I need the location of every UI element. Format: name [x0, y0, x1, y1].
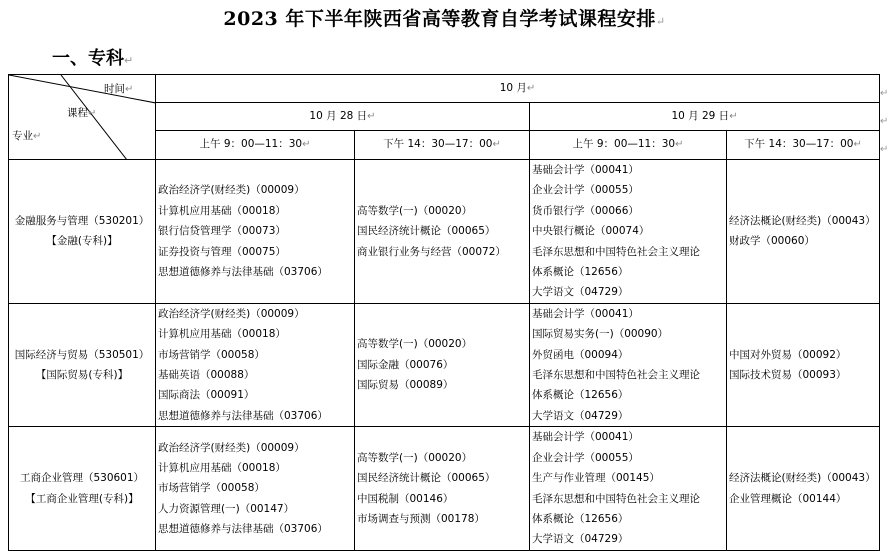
paragraph-mark-icon: ↵	[880, 116, 889, 127]
course-item: 基础会计学（00041）	[532, 164, 639, 176]
course-cell-d1-am	[156, 303, 355, 426]
course-item: 大学语文（04729）	[532, 286, 629, 299]
course-item: 企业会计学（00055）	[532, 451, 639, 464]
paragraph-mark-icon: ↵	[880, 144, 889, 155]
major-name: 金融服务与管理（530201）	[14, 214, 150, 227]
course-item: 财政学（00060）	[729, 235, 815, 248]
course-cell-d1-pm	[355, 303, 530, 426]
course-item: 人力资源管理(一)（00147）	[158, 502, 295, 515]
course-item: 银行信贷管理学（00073）	[158, 225, 286, 238]
course-cell-d1-am	[156, 160, 355, 304]
course-item: 高等数学(一)（00020）	[357, 204, 473, 217]
paragraph-mark-icon: ↵	[880, 88, 889, 99]
table-row	[9, 303, 880, 426]
major-name: 工商企业管理（530601）	[19, 472, 145, 485]
diag-course-label: 课程↵	[67, 107, 97, 119]
schedule-rows	[9, 160, 880, 551]
day2-am-header: 上午 9：00—11：30↵	[530, 131, 727, 160]
table-row	[9, 160, 880, 304]
course-cell-d1-pm	[355, 160, 530, 304]
course-item: 中国对外贸易（00092）	[729, 348, 847, 361]
course-item: 毛泽东思想和中国特色社会主义理论	[532, 368, 700, 381]
course-item: 生产与作业管理（00145）	[532, 472, 660, 485]
course-item: 经济法概论(财经类)（00043）	[729, 472, 876, 485]
course-item: 高等数学(一)（00020）	[357, 451, 473, 464]
course-item: 国际金融（00076）	[357, 358, 454, 371]
course-item: 中国税制（00146）	[357, 492, 454, 505]
day1-am-header: 上午 9：00—11：30↵	[156, 131, 355, 160]
schedule-table	[8, 74, 880, 551]
course-item: 政治经济学(财经类)（00009）	[158, 307, 305, 320]
course-item: 体系概论（12656）	[532, 389, 629, 402]
major-name: 国际经济与贸易（530501）	[14, 348, 150, 361]
course-item: 国际贸易实务(一)（00090）	[532, 328, 669, 341]
course-item: 体系概论（12656）	[532, 512, 629, 525]
course-item: 计算机应用基础（00018）	[158, 328, 286, 341]
page-title-text: 2023 年下半年陕西省高等教育自学考试课程安排	[223, 8, 656, 30]
course-item: 货币银行学（00066）	[532, 204, 639, 217]
course-item: 思想道德修养与法律基础（03706）	[158, 409, 328, 422]
course-item: 毛泽东思想和中国特色社会主义理论	[532, 245, 700, 258]
course-item: 外贸函电（00094）	[532, 348, 629, 361]
diag-major-label: 专业↵	[12, 130, 42, 142]
course-item: 计算机应用基础（00018）	[158, 461, 286, 474]
course-cell-d2-am	[530, 303, 727, 426]
course-cell-d2-pm	[727, 160, 880, 304]
paragraph-mark-icon: ↵	[124, 54, 134, 67]
course-item: 大学语文（04729）	[532, 409, 629, 422]
course-item: 国际技术贸易（00093）	[729, 368, 847, 381]
course-item: 市场调查与预测（00178）	[357, 512, 485, 525]
course-item: 国民经济统计概论（00065）	[357, 225, 496, 238]
course-item: 高等数学(一)（00020）	[357, 338, 473, 351]
course-item: 计算机应用基础（00018）	[158, 204, 286, 217]
major-subtitle: 【工商企业管理(专科)】	[25, 492, 139, 505]
day2-pm-header: 下午 14：30—17：00↵	[727, 131, 880, 160]
course-item: 国际贸易（00089）	[357, 379, 454, 392]
paragraph-mark-icon: ↵	[655, 15, 666, 28]
day2-header: 10 月 29 日↵	[530, 103, 880, 131]
major-cell	[9, 160, 156, 304]
course-item: 思想道德修养与法律基础（03706）	[158, 265, 328, 278]
course-item: 政治经济学(财经类)（00009）	[158, 441, 305, 454]
day1-header: 10 月 28 日↵	[156, 103, 530, 131]
course-item: 企业会计学（00055）	[532, 184, 639, 197]
course-item: 中央银行概论（00074）	[532, 225, 650, 238]
major-cell	[9, 427, 156, 551]
diag-time-label: 时间↵	[104, 83, 134, 95]
course-item: 证券投资与管理（00075）	[158, 245, 286, 258]
section-heading-text: 一、专科	[52, 48, 124, 69]
course-cell-d1-am	[156, 427, 355, 551]
course-item: 国际商法（00091）	[158, 389, 255, 402]
course-item: 经济法概论(财经类)（00043）	[729, 214, 876, 227]
month-header: 10 月↵	[156, 75, 880, 103]
major-cell	[9, 303, 156, 426]
course-cell-d2-pm	[727, 427, 880, 551]
section-heading	[52, 44, 133, 70]
course-item: 国民经济统计概论（00065）	[357, 472, 496, 485]
course-item: 市场营销学（00058）	[158, 482, 265, 495]
course-item: 毛泽东思想和中国特色社会主义理论	[532, 492, 700, 505]
course-item: 基础会计学（00041）	[532, 431, 639, 444]
course-item: 政治经济学(财经类)（00009）	[158, 184, 305, 197]
course-cell-d2-pm	[727, 303, 880, 426]
course-item: 思想道德修养与法律基础（03706）	[158, 523, 328, 536]
day1-pm-header: 下午 14：30—17：00↵	[355, 131, 530, 160]
diagonal-header-cell	[9, 75, 156, 160]
major-subtitle: 【金融(专科)】	[46, 235, 118, 248]
course-item: 企业管理概论（00144）	[729, 492, 847, 505]
course-item: 体系概论（12656）	[532, 265, 629, 278]
course-cell-d2-am	[530, 160, 727, 304]
table-row	[9, 427, 880, 551]
course-item: 大学语文（04729）	[532, 533, 629, 546]
page-title	[0, 4, 889, 31]
course-item: 基础会计学（00041）	[532, 307, 639, 320]
course-cell-d2-am	[530, 427, 727, 551]
course-item: 市场营销学（00058）	[158, 348, 265, 361]
course-item: 商业银行业务与经营（00072）	[357, 245, 506, 258]
major-subtitle: 【国际贸易(专科)】	[35, 368, 129, 381]
course-item: 基础英语（00088）	[158, 368, 255, 381]
course-cell-d1-pm	[355, 427, 530, 551]
